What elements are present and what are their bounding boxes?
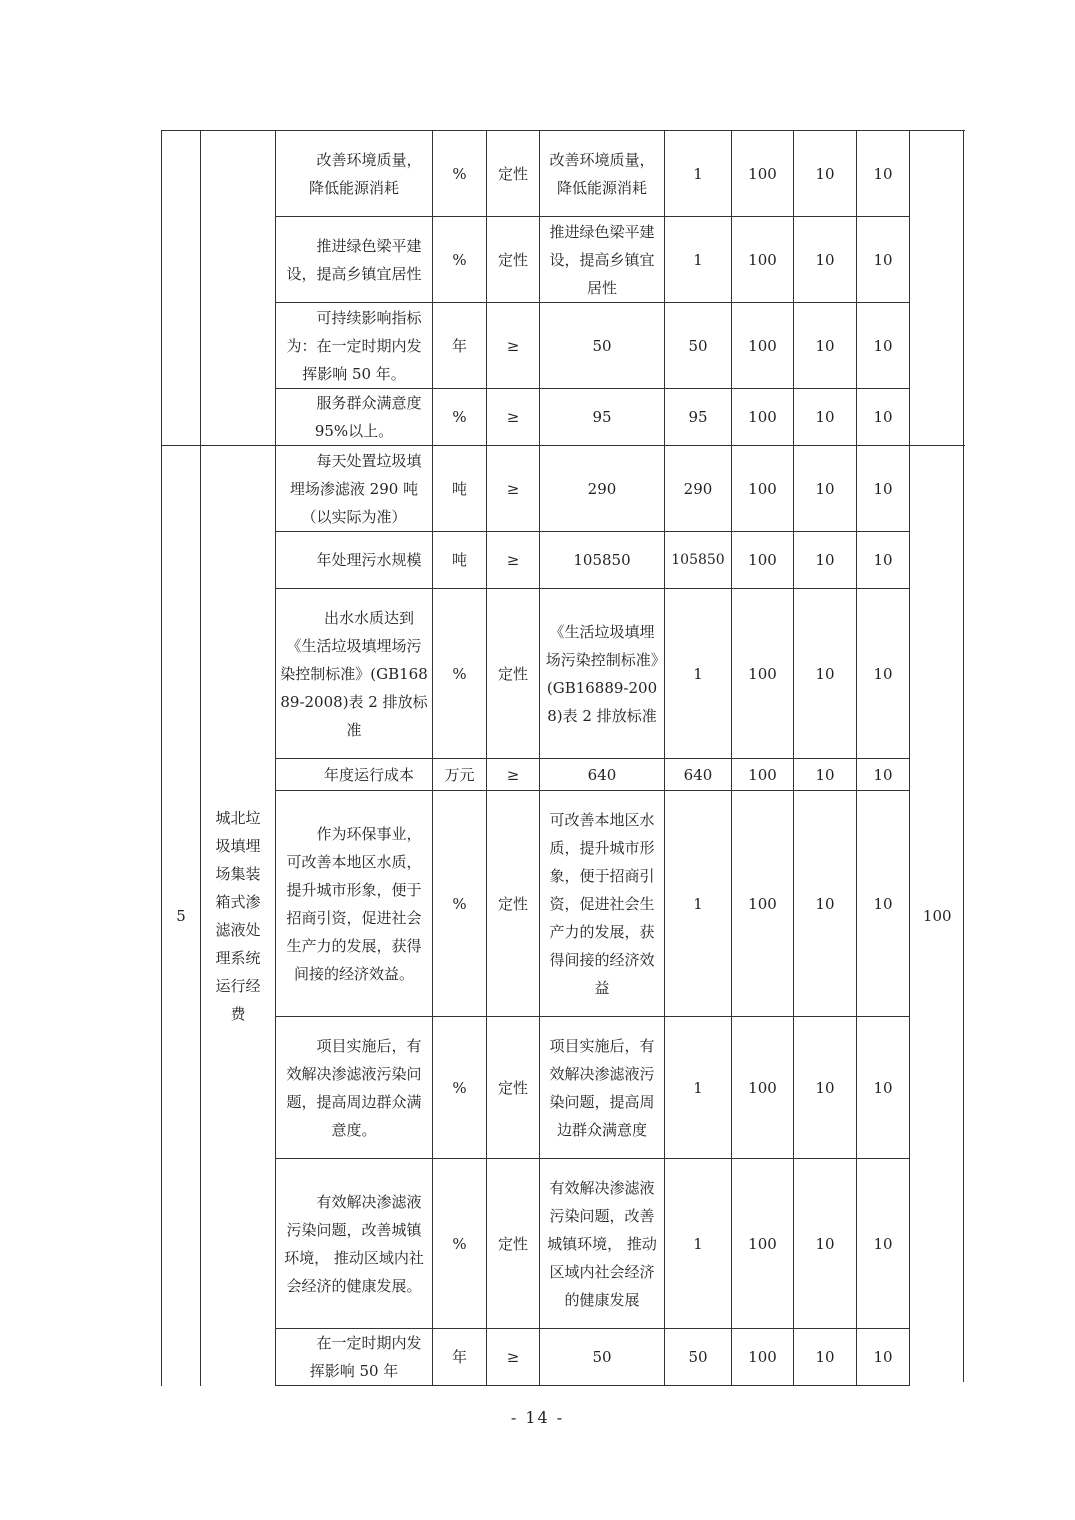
actual-cell: 105850 (665, 532, 732, 589)
unit-cell: 年 (433, 303, 487, 389)
operator-cell: ≥ (487, 303, 540, 389)
actual-cell: 50 (665, 1329, 732, 1386)
score-cell: 10 (857, 389, 910, 446)
operator-cell: ≥ (487, 532, 540, 589)
rate-cell: 100 (732, 791, 794, 1017)
actual-cell: 1 (665, 589, 732, 759)
operator-cell: ≥ (487, 446, 540, 532)
operator-cell: 定性 (487, 131, 540, 217)
indicator-cell: 有效解决渗滤液污染问题，改善城镇环境， 推动区域内社会经济的健康发展。 (276, 1159, 433, 1329)
score-cell: 10 (857, 791, 910, 1017)
target-cell: 项目实施后，有效解决渗滤液污染问题，提高周边群众满意度 (540, 1017, 665, 1159)
rate-cell: 100 (732, 389, 794, 446)
rate-cell: 100 (732, 532, 794, 589)
table-row (162, 217, 965, 303)
actual-cell: 1 (665, 791, 732, 1017)
target-cell: 推进绿色梁平建设，提高乡镇宜居性 (540, 217, 665, 303)
operator-cell: 定性 (487, 791, 540, 1017)
rate-cell: 100 (732, 759, 794, 791)
target-cell: 有效解决渗滤液污染问题，改善城镇环境， 推动区域内社会经济的健康发展 (540, 1159, 665, 1329)
total-cell (910, 131, 965, 446)
target-cell: 改善环境质量，降低能源消耗 (540, 131, 665, 217)
weight-cell: 10 (794, 1329, 857, 1386)
score-cell: 10 (857, 759, 910, 791)
target-cell: 50 (540, 1329, 665, 1386)
target-cell: 290 (540, 446, 665, 532)
indicator-cell: 项目实施后，有效解决渗滤液污染问题，提高周边群众满意度。 (276, 1017, 433, 1159)
table-row (162, 1159, 965, 1329)
indicator-cell: 在一定时期内发挥影响 50 年 (276, 1329, 433, 1386)
target-cell: 95 (540, 389, 665, 446)
table-row (162, 589, 965, 759)
actual-cell: 1 (665, 1017, 732, 1159)
table-row (162, 532, 965, 589)
score-cell: 10 (857, 131, 910, 217)
indicator-cell: 出水水质达到《生活垃圾填埋场污染控制标准》(GB16889-2008)表 2 排放标准 (276, 589, 433, 759)
score-cell: 10 (857, 446, 910, 532)
actual-cell: 290 (665, 446, 732, 532)
table-row (162, 446, 965, 532)
table-row (162, 389, 965, 446)
indicator-cell: 推进绿色梁平建设，提高乡镇宜居性 (276, 217, 433, 303)
table-row (162, 1329, 965, 1386)
rate-cell: 100 (732, 1329, 794, 1386)
indicator-cell: 作为环保事业，可改善本地区水质，提升城市形象，便于招商引资，促进社会生产力的发展，获得间接的经济效益。 (276, 791, 433, 1017)
unit-cell: % (433, 791, 487, 1017)
page-number: - 14 - (510, 1408, 565, 1427)
operator-cell: 定性 (487, 1017, 540, 1159)
project-name-cell (201, 131, 276, 446)
rate-cell: 100 (732, 446, 794, 532)
score-cell: 10 (857, 1329, 910, 1386)
total-cell: 100 (910, 446, 965, 1386)
weight-cell: 10 (794, 217, 857, 303)
actual-cell: 1 (665, 217, 732, 303)
table-row (162, 303, 965, 389)
target-cell: 640 (540, 759, 665, 791)
operator-cell: ≥ (487, 759, 540, 791)
target-cell: 105850 (540, 532, 665, 589)
unit-cell: % (433, 217, 487, 303)
weight-cell: 10 (794, 589, 857, 759)
performance-table (161, 130, 965, 1386)
row-number-cell (162, 131, 201, 446)
score-cell: 10 (857, 1017, 910, 1159)
table-right-border (963, 130, 964, 1382)
operator-cell: 定性 (487, 1159, 540, 1329)
indicator-cell: 年度运行成本 (276, 759, 433, 791)
unit-cell: % (433, 1017, 487, 1159)
unit-cell: 万元 (433, 759, 487, 791)
indicator-cell: 可持续影响指标为：在一定时期内发挥影响 50 年。 (276, 303, 433, 389)
weight-cell: 10 (794, 791, 857, 1017)
unit-cell: % (433, 589, 487, 759)
target-cell: 可改善本地区水质，提升城市形象，便于招商引资，促进社会生产力的发展，获得间接的经济效益 (540, 791, 665, 1017)
rate-cell: 100 (732, 131, 794, 217)
score-cell: 10 (857, 217, 910, 303)
rate-cell: 100 (732, 1017, 794, 1159)
operator-cell: ≥ (487, 389, 540, 446)
score-cell: 10 (857, 589, 910, 759)
table-row (162, 131, 965, 217)
unit-cell: % (433, 1159, 487, 1329)
project-name-cell: 城北垃圾填埋场集装箱式渗滤液处理系统运行经费 (201, 446, 276, 1386)
rate-cell: 100 (732, 303, 794, 389)
actual-cell: 95 (665, 389, 732, 446)
unit-cell: 年 (433, 1329, 487, 1386)
indicator-cell: 每天处置垃圾填埋场渗滤液 290 吨（以实际为准） (276, 446, 433, 532)
target-cell: 《生活垃圾填埋场污染控制标准》(GB16889-2008)表 2 排放标准 (540, 589, 665, 759)
score-cell: 10 (857, 532, 910, 589)
operator-cell: ≥ (487, 1329, 540, 1386)
weight-cell: 10 (794, 1017, 857, 1159)
weight-cell: 10 (794, 446, 857, 532)
unit-cell: % (433, 131, 487, 217)
rate-cell: 100 (732, 217, 794, 303)
unit-cell: 吨 (433, 446, 487, 532)
operator-cell: 定性 (487, 589, 540, 759)
weight-cell: 10 (794, 303, 857, 389)
actual-cell: 1 (665, 131, 732, 217)
indicator-cell: 年处理污水规模 (276, 532, 433, 589)
table-row (162, 1017, 965, 1159)
indicator-cell: 改善环境质量，降低能源消耗 (276, 131, 433, 217)
table-row (162, 791, 965, 1017)
unit-cell: 吨 (433, 532, 487, 589)
rate-cell: 100 (732, 589, 794, 759)
actual-cell: 50 (665, 303, 732, 389)
score-cell: 10 (857, 303, 910, 389)
score-cell: 10 (857, 1159, 910, 1329)
weight-cell: 10 (794, 532, 857, 589)
indicator-cell: 服务群众满意度 95%以上。 (276, 389, 433, 446)
actual-cell: 640 (665, 759, 732, 791)
weight-cell: 10 (794, 389, 857, 446)
weight-cell: 10 (794, 131, 857, 217)
actual-cell: 1 (665, 1159, 732, 1329)
row-number-cell: 5 (162, 446, 201, 1386)
weight-cell: 10 (794, 1159, 857, 1329)
table-row (162, 759, 965, 791)
operator-cell: 定性 (487, 217, 540, 303)
target-cell: 50 (540, 303, 665, 389)
unit-cell: % (433, 389, 487, 446)
weight-cell: 10 (794, 759, 857, 791)
rate-cell: 100 (732, 1159, 794, 1329)
